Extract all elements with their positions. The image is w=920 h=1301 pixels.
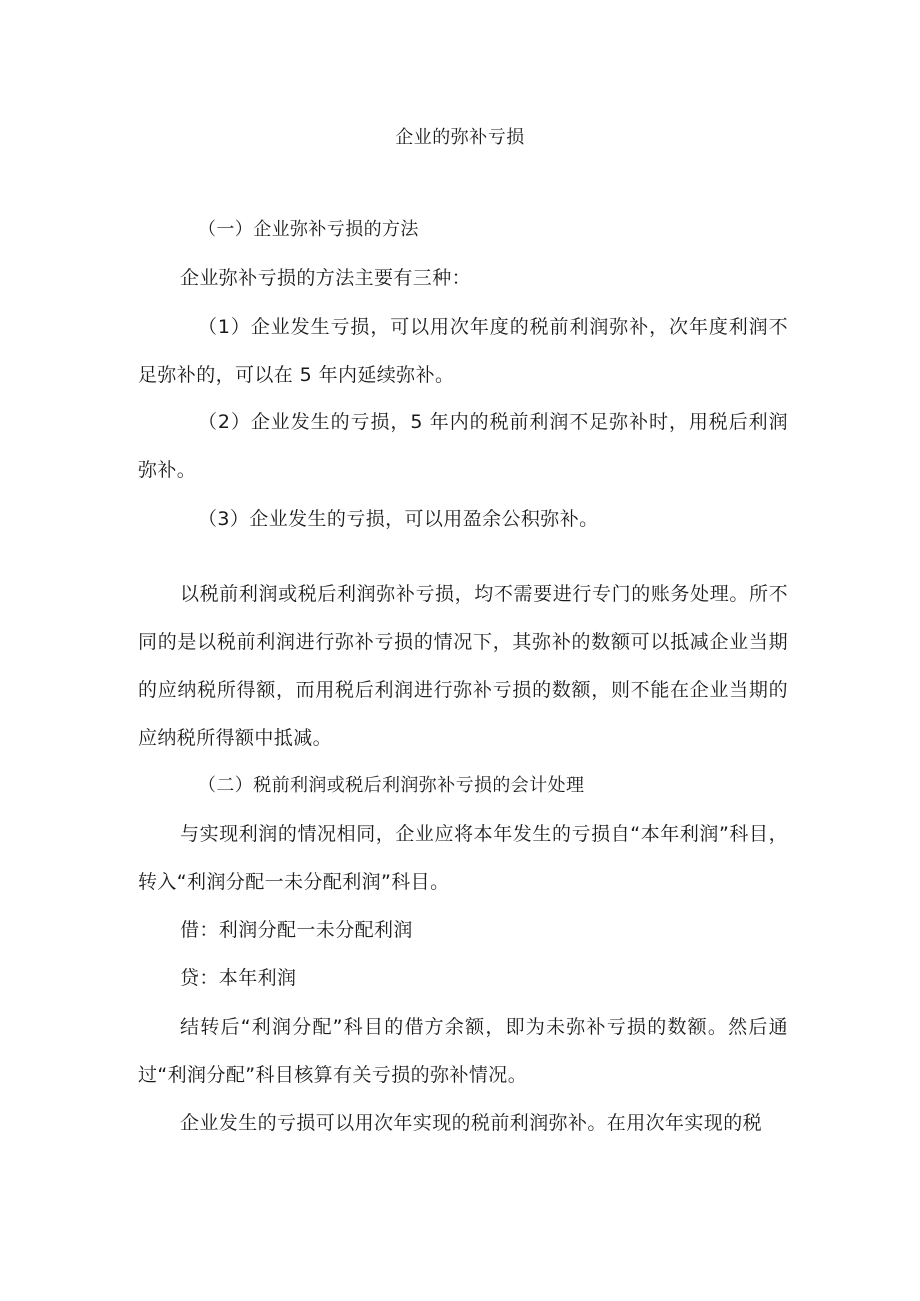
journal-entry-debit: 借：利润分配一未分配利润 (180, 919, 413, 941)
document-title: 企业的弥补亏损 (395, 127, 525, 148)
paragraph-accounting-note: 以税前利润或税后利润弥补亏损，均不需要进行专门的账务处理。所不同的是以税前利润进行弥补亏损的情况下，其弥补的数额可以抵减企业当期的应纳税所得额，而用税后利润进行弥补亏损的数额，则不能在企业当期的应纳税所得额中抵减。 (138, 583, 788, 749)
paragraph-next-year: 企业发生的亏损可以用次年实现的税前利润弥补。在用次年实现的税 (180, 1112, 763, 1134)
paragraph-method-1: （1）企业发生亏损，可以用次年度的税前利润弥补，次年度利润不足弥补的，可以在 5 年内延续弥补。 (138, 316, 788, 386)
paragraph-transfer: 与实现利润的情况相同，企业应将本年发生的亏损自“本年利润”科目，转入“利润分配一未分配利润”科目。 (138, 823, 788, 893)
section-heading-methods: （一）企业弥补亏损的方法 (198, 219, 419, 240)
paragraph-methods-intro: 企业弥补亏损的方法主要有三种： (180, 267, 472, 289)
paragraph-method-3: （3）企业发生的亏损，可以用盈余公积弥补。 (198, 508, 599, 530)
section-heading-accounting: （二）税前利润或税后利润弥补亏损的会计处理 (198, 775, 585, 796)
journal-entry-credit: 贷：本年利润 (180, 967, 297, 989)
paragraph-method-2: （2）企业发生的亏损，5 年内的税前利润不足弥补时，用税后利润弥补。 (138, 411, 788, 481)
paragraph-balance: 结转后“利润分配”科目的借方余额，即为未弥补亏损的数额。然后通过“利润分配”科目核算有关亏损的弥补情况。 (138, 1016, 788, 1086)
